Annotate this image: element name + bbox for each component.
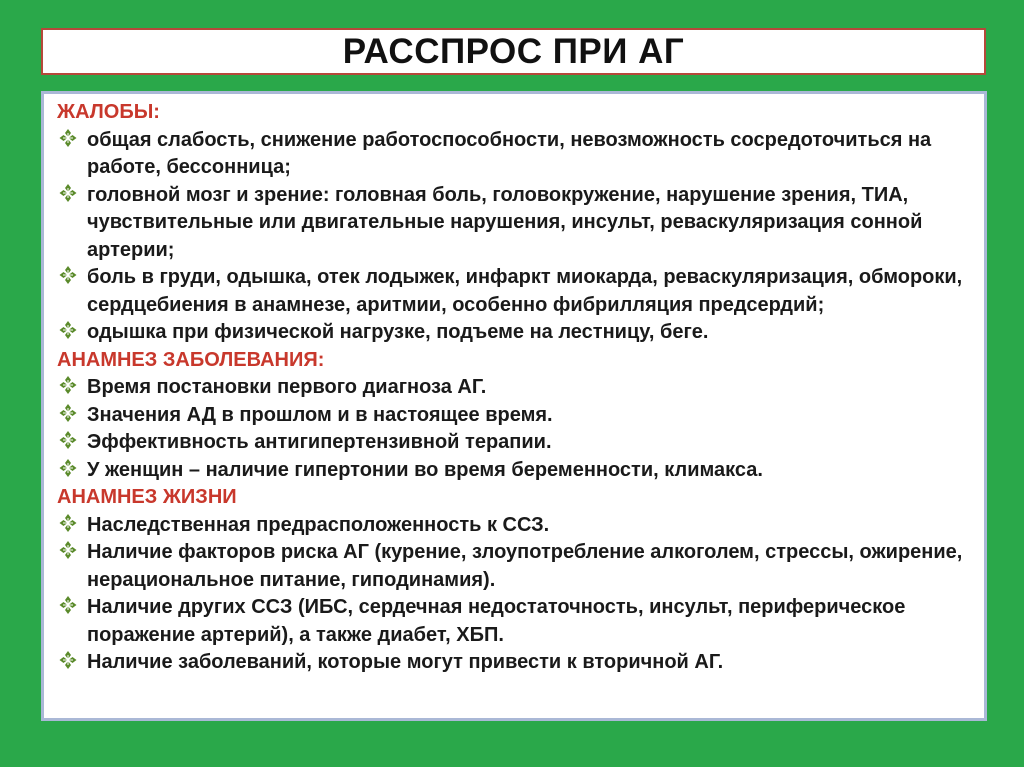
life-history-list <box>57 512 972 677</box>
list-item-text: Наличие факторов риска АГ (курение, злоупотребление алкоголем, стрессы, ожирение, нерациональное питание, гиподинамия). <box>87 541 963 591</box>
bullet-icon <box>59 183 77 205</box>
disease-history-list <box>57 374 972 484</box>
list-item-text: Наследственная предрасположенность к ССЗ. <box>87 513 550 536</box>
list-item <box>57 539 972 594</box>
list-item-text: Наличие заболеваний, которые могут привести к вторичной АГ. <box>87 651 724 673</box>
list-item <box>57 374 972 402</box>
bullet-icon <box>59 458 77 480</box>
bullet-icon <box>59 375 77 397</box>
list-item-text: Время постановки первого диагноза АГ. <box>87 376 487 398</box>
list-item <box>57 594 972 649</box>
complaints-list <box>57 127 972 347</box>
section-disease-history <box>57 347 972 485</box>
section-complaints <box>57 99 972 347</box>
list-item-text: общая слабость, снижение работоспособности, невозможность сосредоточиться на работе, бессонница; <box>87 128 932 178</box>
list-item <box>57 512 972 540</box>
list-item-text: Наличие других ССЗ (ИБС, сердечная недостаточность, инсульт, периферическое поражение артерий), а также диабет, ХБП. <box>87 596 906 646</box>
list-item-text: Значения АД в прошлом и в настоящее время. <box>87 403 553 426</box>
bullet-icon <box>59 595 77 617</box>
list-item <box>57 319 972 347</box>
bullet-icon <box>59 128 77 150</box>
title-banner <box>41 28 986 75</box>
list-item <box>57 182 972 265</box>
bullet-icon <box>59 403 77 425</box>
list-item <box>57 457 972 485</box>
list-item-text: Эффективность антигипертензивной терапии. <box>87 431 552 453</box>
content-panel <box>41 91 987 721</box>
list-item <box>57 264 972 319</box>
bullet-icon <box>59 540 77 562</box>
section-heading: АНАМНЕЗ ЖИЗНИ <box>57 486 237 508</box>
bullet-icon <box>59 650 77 672</box>
list-item <box>57 402 972 430</box>
bullet-icon <box>59 513 77 535</box>
list-item-text: головной мозг и зрение: головная боль, головокружение, нарушение зрения, ТИА, чувствительные или двигательные нарушения, инсульт, реваскуляризация сонной артерии; <box>87 183 923 261</box>
section-life-history <box>57 484 972 677</box>
bullet-icon <box>59 430 77 452</box>
section-heading: ЖАЛОБЫ: <box>57 101 160 123</box>
list-item-text: одышка при физической нагрузке, подъеме на лестницу, беге. <box>87 321 709 343</box>
list-item <box>57 429 972 457</box>
bullet-icon <box>59 265 77 287</box>
list-item-text: боль в груди, одышка, отек лодыжек, инфаркт миокарда, реваскуляризация, обмороки, сердцебиения в анамнезе, аритмии, особенно фибрилляция предсердий; <box>87 266 963 316</box>
list-item <box>57 649 972 677</box>
list-item-text: У женщин – наличие гипертонии во время беременности, климакса. <box>87 458 763 481</box>
list-item <box>57 127 972 182</box>
page-title: РАССПРОС ПРИ АГ <box>342 31 685 71</box>
bullet-icon <box>59 320 77 342</box>
section-heading: АНАМНЕЗ ЗАБОЛЕВАНИЯ: <box>57 348 325 371</box>
